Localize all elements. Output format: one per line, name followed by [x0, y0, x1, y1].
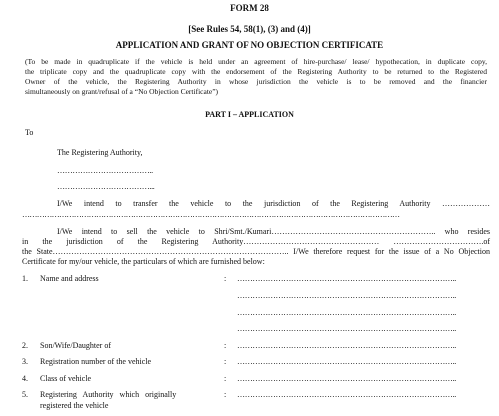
- authority-label: The Registering Authority,: [57, 148, 143, 157]
- item-3-number: 3.: [22, 357, 28, 366]
- form-rules: [See Rules 54, 58(1), (3) and (4)]: [188, 24, 311, 34]
- item-5-colon: :: [224, 390, 227, 399]
- intro-line-4: simultaneously on grant/refusal of a “No Objection Certificate”): [25, 87, 219, 96]
- transfer-line-1: I/We intend to transfer the vehicle to the jurisdiction of the Registering Authority ………………: [57, 199, 490, 208]
- intro-line-3: Owner of the vehicle, the Registering Authority in whose jurisdiction the vehicle is to be removed and the financier: [25, 77, 487, 86]
- item-1-number: 1.: [22, 274, 28, 283]
- item-2-number: 2.: [22, 341, 28, 350]
- sell-line-1: I/We intend to sell the vehicle to Shri/Smt./Kumari…………………………………………………….. who resides: [57, 227, 490, 236]
- item-1-field-line-4: …………………………………………………………………………..: [237, 324, 457, 333]
- item-1-field-line-2: …………………………………………………………………………..: [237, 291, 457, 300]
- sell-line-2: in the jurisdiction of the Registering Authority…………………………………………… …………………………….of: [22, 237, 490, 246]
- item-3-field-line: …………………………………………………………………………..: [237, 357, 457, 366]
- item-1-field-line-3: …………………………………………………………………………..: [237, 308, 457, 317]
- address-line-2: ………………………………...: [57, 182, 155, 191]
- item-5-number: 5.: [22, 390, 28, 399]
- item-5-field-line: …………………………………………………………………………..: [237, 390, 457, 399]
- item-1-colon: :: [224, 274, 227, 283]
- item-2-label: Son/Wife/Daughter of: [40, 341, 111, 350]
- item-4-colon: :: [224, 374, 227, 383]
- item-4-number: 4.: [22, 374, 28, 383]
- part-title: PART I – APPLICATION: [205, 110, 294, 119]
- item-2-field-line: …………………………………………………………………………..: [237, 341, 457, 350]
- item-3-colon: :: [224, 357, 227, 366]
- form-title: FORM 28: [230, 3, 269, 13]
- item-5-label: Registering Authority which originally: [40, 390, 177, 399]
- address-line-1: ………………………………..: [57, 166, 153, 175]
- item-4-label: Class of vehicle: [40, 374, 92, 383]
- sell-line-4: Certificate for my/our vehicle, the particulars of which are furnished below:: [22, 257, 265, 266]
- to-label: To: [25, 128, 34, 137]
- item-3-label: Registration number of the vehicle: [40, 357, 152, 366]
- item-1-label: Name and address: [40, 274, 99, 283]
- form-heading: APPLICATION AND GRANT OF NO OBJECTION CERTIFICATE: [115, 40, 384, 50]
- item-1-field-line-1: …………………………………………………………………………..: [237, 274, 457, 283]
- intro-line-1: (To be made in quadruplicate if the vehicle is held under an agreement of hire-purchase/ lease/ hypothecation, in duplicate copy,: [25, 57, 487, 66]
- item-2-colon: :: [224, 341, 227, 350]
- sell-line-3: the State…………………………………………………………………………….. I/We therefore request for the issue of a No Objection: [22, 247, 490, 256]
- transfer-line-2: ………………………………………………………………………………………………………………………………………: [22, 210, 400, 219]
- item-5-label-line-2: registered the vehicle: [40, 401, 109, 410]
- item-4-field-line: …………………………………………………………………………..: [237, 374, 457, 383]
- intro-line-2: the triplicate copy and the quadruplicate copy with the endorsement of the Registering Authority to be returned to the Registered: [25, 67, 487, 76]
